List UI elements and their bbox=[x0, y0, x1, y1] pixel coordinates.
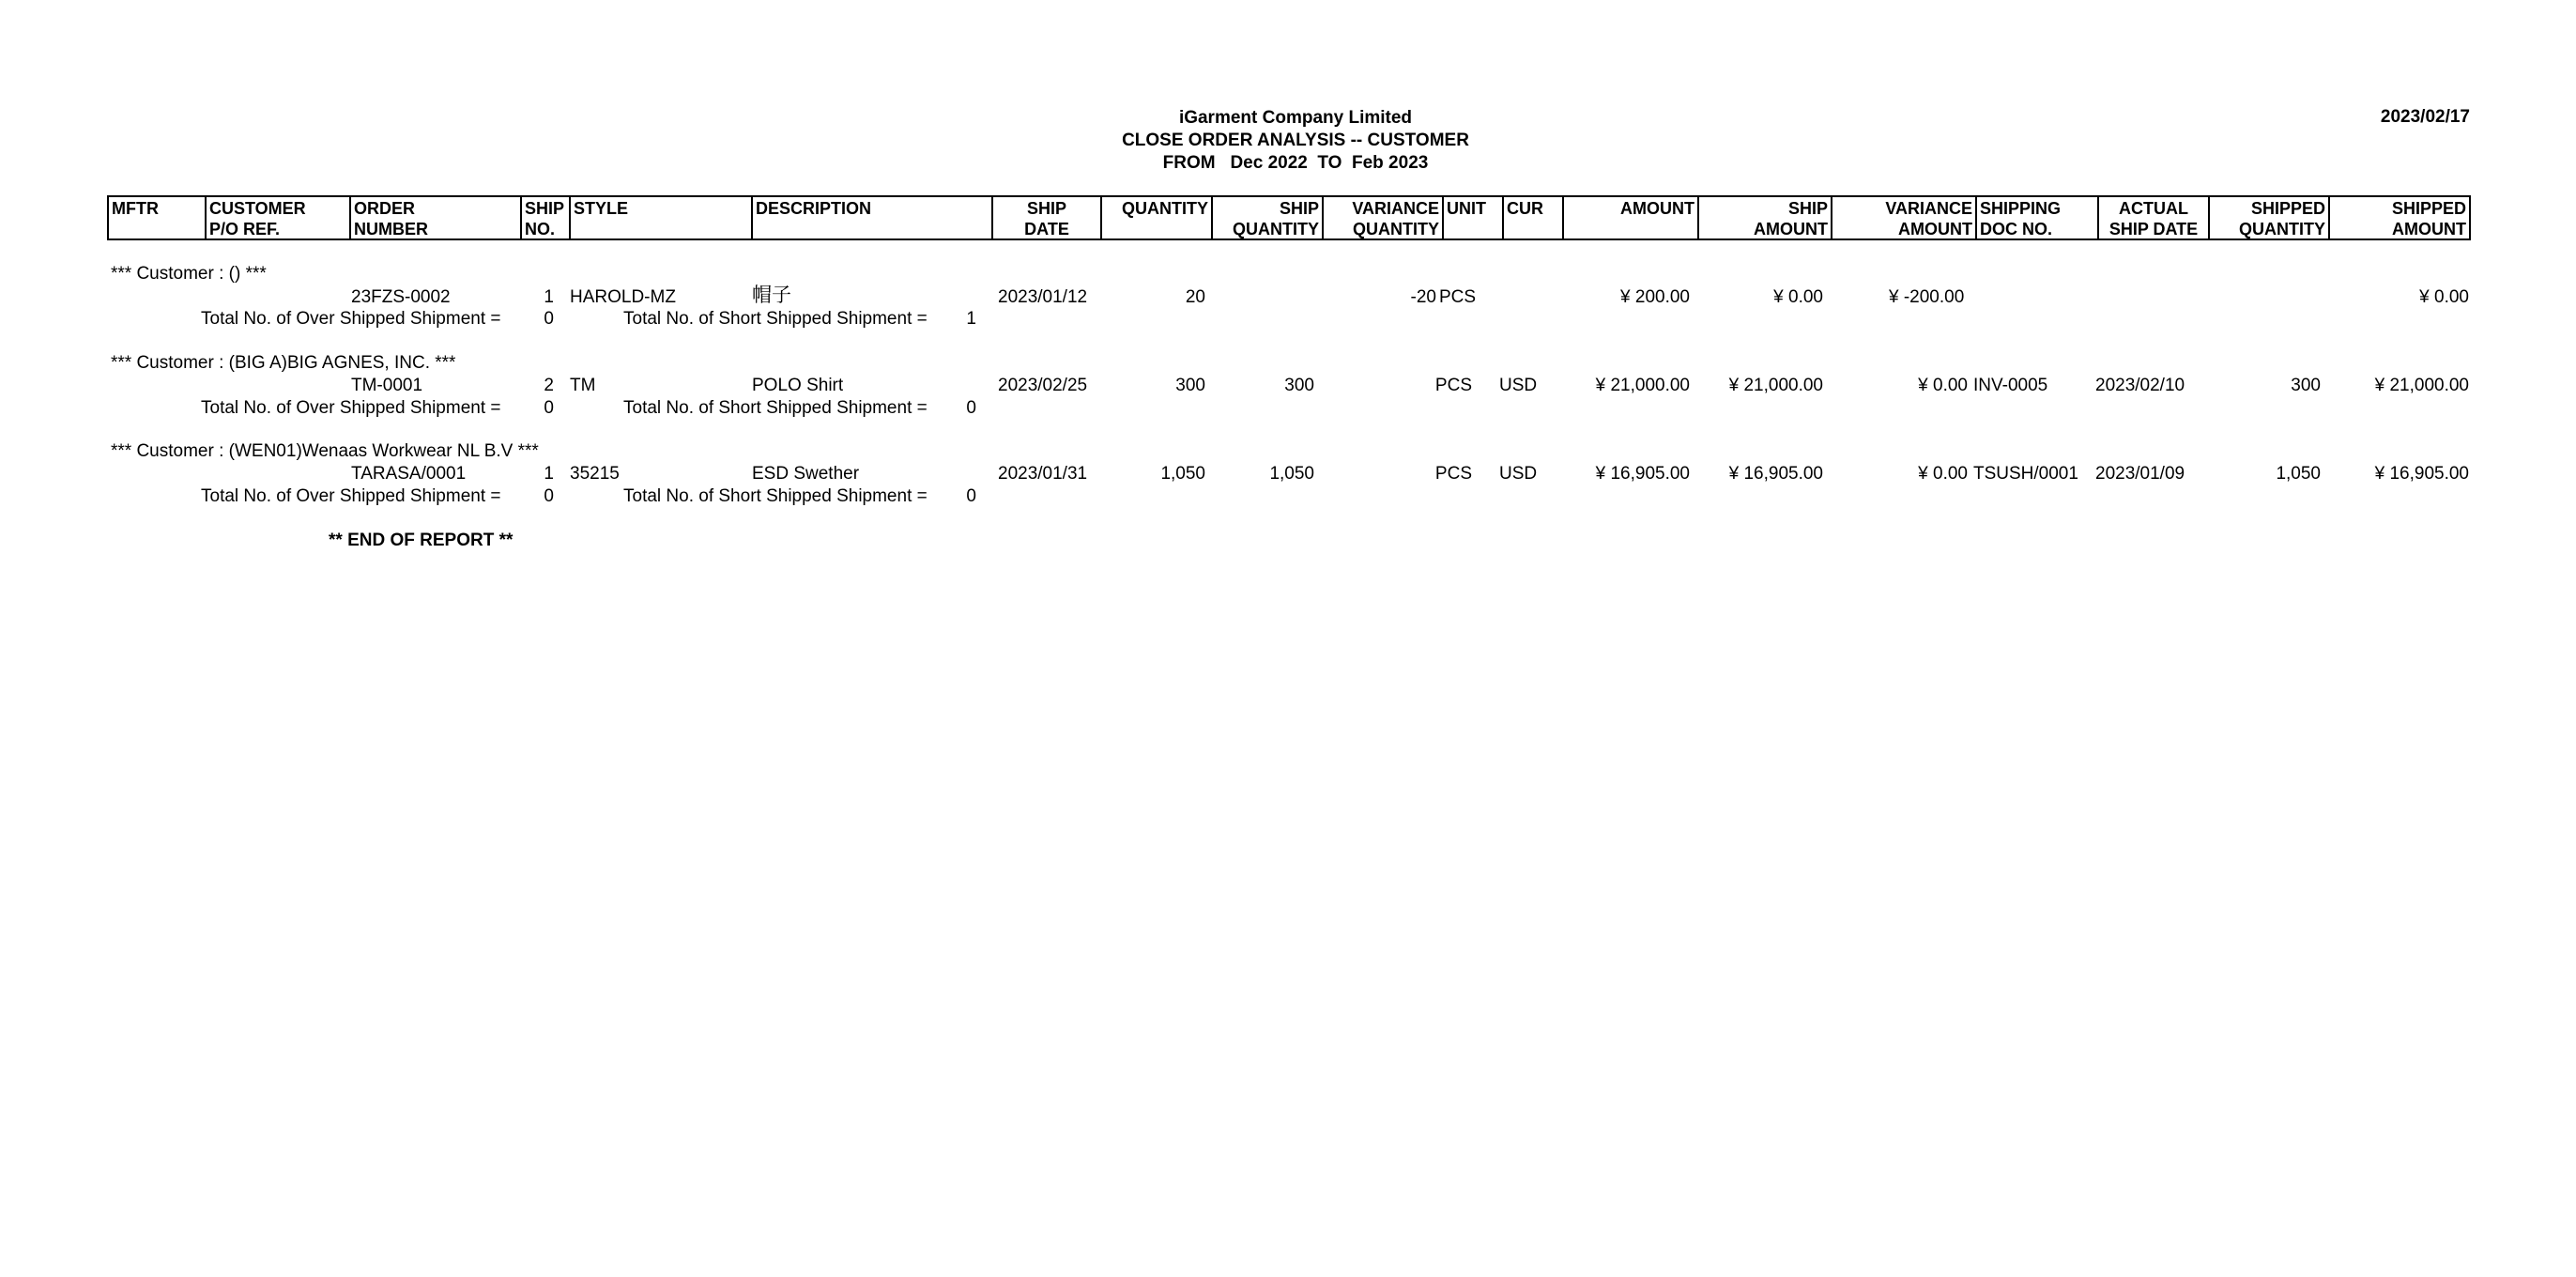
col-variance-quantity: VARIANCE QUANTITY bbox=[1324, 197, 1444, 238]
style: TM bbox=[570, 376, 596, 395]
ship-no: 1 bbox=[544, 287, 554, 307]
col-unit: UNIT bbox=[1444, 197, 1504, 238]
order-number: 23FZS-0002 bbox=[351, 287, 451, 307]
style: HAROLD-MZ bbox=[570, 287, 676, 307]
over-shipped-label: Total No. of Over Shipped Shipment = bbox=[201, 309, 501, 329]
amount: ¥ 16,905.00 bbox=[1595, 464, 1690, 484]
col-shipped-quantity: SHIPPED QUANTITY bbox=[2210, 197, 2330, 238]
description: ESD Swether bbox=[752, 464, 860, 484]
col-description: DESCRIPTION bbox=[753, 197, 993, 238]
description: 帽子 bbox=[752, 285, 791, 306]
description: POLO Shirt bbox=[752, 376, 844, 395]
short-shipped-label: Total No. of Short Shipped Shipment = bbox=[623, 486, 928, 506]
col-ship-quantity: SHIP QUANTITY bbox=[1213, 197, 1324, 238]
report-title: CLOSE ORDER ANALYSIS -- CUSTOMER bbox=[1122, 131, 1469, 150]
shipped-amount: ¥ 0.00 bbox=[2419, 287, 2469, 307]
over-shipped-value: 0 bbox=[544, 309, 554, 329]
shipping-doc-no: INV-0005 bbox=[1973, 376, 2048, 395]
col-ship-date: SHIP DATE bbox=[993, 197, 1102, 238]
quantity: 1,050 bbox=[1160, 464, 1205, 484]
order-number: TM-0001 bbox=[351, 376, 423, 395]
ship-no: 1 bbox=[544, 464, 554, 484]
variance-amount: ¥ 0.00 bbox=[1918, 464, 1968, 484]
amount: ¥ 21,000.00 bbox=[1595, 376, 1690, 395]
style: 35215 bbox=[570, 464, 620, 484]
shipped-amount: ¥ 21,000.00 bbox=[2374, 376, 2469, 395]
customer-line: *** Customer : (BIG A)BIG AGNES, INC. *** bbox=[111, 353, 456, 373]
col-quantity: QUANTITY bbox=[1102, 197, 1213, 238]
end-of-report: ** END OF REPORT ** bbox=[329, 531, 514, 550]
customer-line: *** Customer : (WEN01)Wenaas Workwear NL B.V *** bbox=[111, 441, 539, 461]
unit: PCS bbox=[1439, 287, 1477, 307]
print-date: 2023/02/17 bbox=[2380, 107, 2470, 127]
over-shipped-value: 0 bbox=[544, 486, 554, 506]
shipped-amount: ¥ 16,905.00 bbox=[2374, 464, 2469, 484]
over-shipped-label: Total No. of Over Shipped Shipment = bbox=[201, 398, 501, 418]
col-shipped-amount: SHIPPED AMOUNT bbox=[2391, 199, 2466, 238]
customer-line: *** Customer : () *** bbox=[111, 264, 267, 284]
short-shipped-label: Total No. of Short Shipped Shipment = bbox=[623, 398, 928, 418]
company-name: iGarment Company Limited bbox=[1178, 108, 1413, 128]
quantity: 20 bbox=[1185, 287, 1205, 307]
actual-ship-date: 2023/02/10 bbox=[2095, 376, 2185, 395]
shipped-quantity: 1,050 bbox=[2276, 464, 2321, 484]
ship-quantity: 300 bbox=[1284, 376, 1314, 395]
col-ship-no: SHIP NO. bbox=[522, 197, 571, 238]
col-cur: CUR bbox=[1504, 197, 1564, 238]
quantity: 300 bbox=[1175, 376, 1205, 395]
col-actual-ship-date: ACTUAL SHIP DATE bbox=[2099, 197, 2210, 238]
column-header-row bbox=[107, 195, 2471, 240]
col-ship-amount: SHIP AMOUNT bbox=[1699, 197, 1832, 238]
ship-date: 2023/01/31 bbox=[998, 464, 1088, 484]
variance-amount: ¥ 0.00 bbox=[1918, 376, 1968, 395]
short-shipped-value: 1 bbox=[966, 309, 976, 329]
col-mftr: MFTR bbox=[109, 197, 207, 238]
col-customer-po-ref: CUSTOMER P/O REF. bbox=[207, 197, 351, 238]
variance-quantity: -20 bbox=[1410, 287, 1436, 307]
ship-amount: ¥ 21,000.00 bbox=[1728, 376, 1823, 395]
report-period: FROM Dec 2022 TO Feb 2023 bbox=[1162, 153, 1429, 173]
variance-amount: ¥ -200.00 bbox=[1889, 287, 1965, 307]
col-variance-amount: VARIANCE AMOUNT bbox=[1832, 197, 1977, 238]
over-shipped-label: Total No. of Over Shipped Shipment = bbox=[201, 486, 501, 506]
ship-no: 2 bbox=[544, 376, 554, 395]
ship-amount: ¥ 16,905.00 bbox=[1728, 464, 1823, 484]
col-order-number: ORDER NUMBER bbox=[351, 197, 522, 238]
short-shipped-label: Total No. of Short Shipped Shipment = bbox=[623, 309, 928, 329]
cur: USD bbox=[1499, 464, 1538, 484]
ship-date: 2023/01/12 bbox=[998, 287, 1088, 307]
col-shipping-doc-no: SHIPPING DOC NO. bbox=[1977, 197, 2099, 238]
ship-amount: ¥ 0.00 bbox=[1773, 287, 1823, 307]
over-shipped-value: 0 bbox=[544, 398, 554, 418]
col-amount: AMOUNT bbox=[1564, 197, 1699, 238]
cur: USD bbox=[1499, 376, 1538, 395]
actual-ship-date: 2023/01/09 bbox=[2095, 464, 2185, 484]
unit: PCS bbox=[1434, 376, 1472, 395]
ship-quantity: 1,050 bbox=[1269, 464, 1314, 484]
unit: PCS bbox=[1434, 464, 1472, 484]
short-shipped-value: 0 bbox=[966, 398, 976, 418]
order-number: TARASA/0001 bbox=[351, 464, 467, 484]
ship-date: 2023/02/25 bbox=[998, 376, 1088, 395]
shipped-quantity: 300 bbox=[2291, 376, 2321, 395]
report-title-block bbox=[1033, 107, 1558, 175]
shipping-doc-no: TSUSH/0001 bbox=[1973, 464, 2078, 484]
amount: ¥ 200.00 bbox=[1620, 287, 1690, 307]
col-style: STYLE bbox=[571, 197, 753, 238]
short-shipped-value: 0 bbox=[966, 486, 976, 506]
